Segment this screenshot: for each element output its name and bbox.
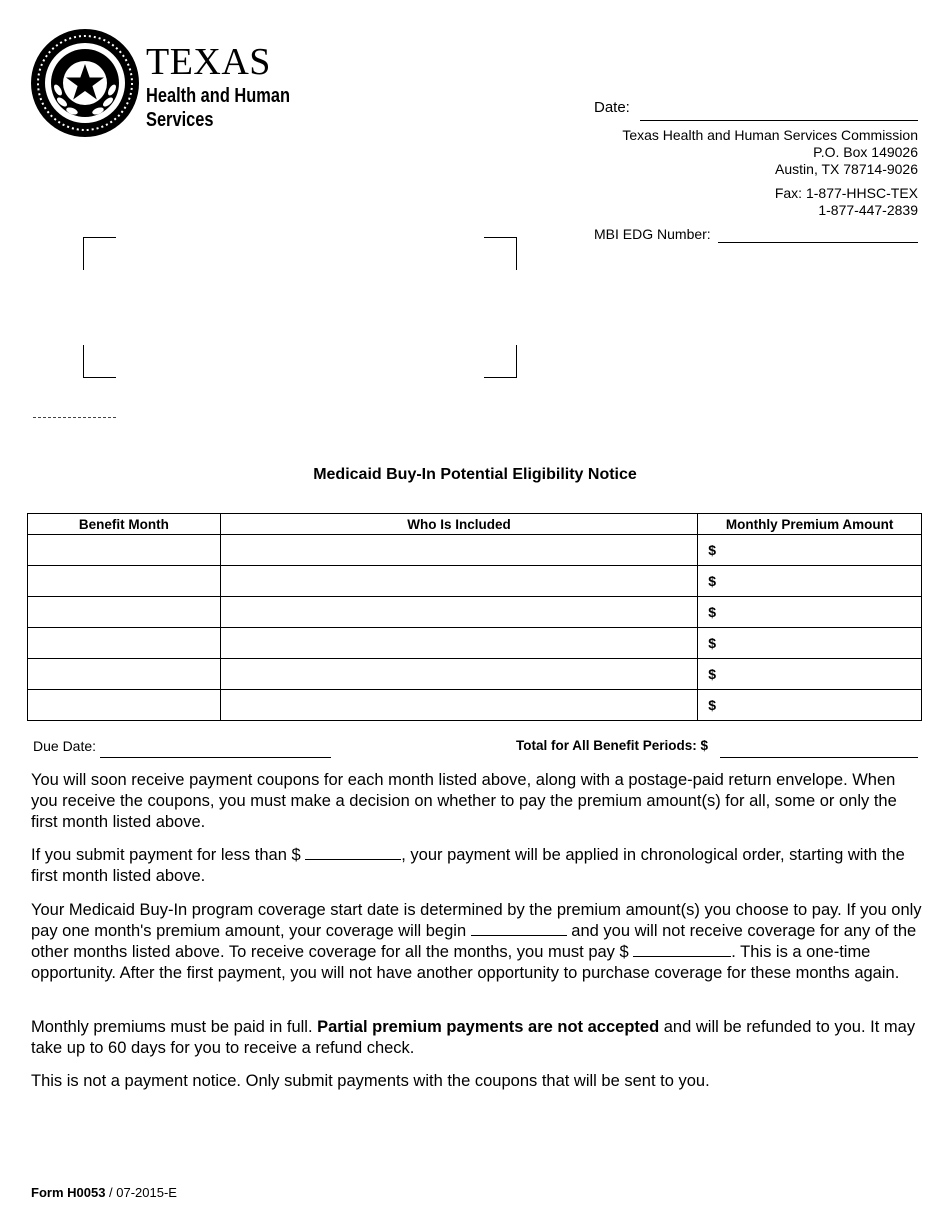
who-included-cell[interactable] [220,628,697,659]
column-header-benefit-month: Benefit Month [28,514,221,535]
paragraph-coupons: You will soon receive payment coupons for each month listed above, along with a postage-paid return envelope. When you receive the coupons, you must make a decision on whether to pay the premium amount(s) for all, some or only the first month listed above. [31,771,897,831]
text-span: and you will not receive coverage for any of the other months listed above. To receive coverage for all the months, you must pay $ [31,922,917,961]
table-row [28,628,922,659]
total-field[interactable] [720,757,918,758]
benefit-month-cell[interactable] [28,690,221,721]
premium-cell[interactable]: $ [698,628,922,659]
fold-mark [33,417,116,418]
total-label: Total for All Benefit Periods: $ [516,738,709,753]
text-span: Your Medicaid Buy-In program coverage start date is determined by the premium amount(s) you choose to pay. If you only pay one month's premium amount, your coverage will begin [31,901,922,940]
date-field[interactable] [640,120,918,121]
who-included-cell[interactable] [220,597,697,628]
due-date-field[interactable] [100,757,331,758]
agency-address [622,127,918,178]
paragraph-premiums-full [31,1017,923,1059]
table-row [28,597,922,628]
fax-line: Fax: 1-877-HHSC-TEX [774,185,918,201]
date-label: Date: [594,99,630,116]
benefit-month-cell[interactable] [28,535,221,566]
form-footer [31,1185,177,1200]
text-span: If you submit payment for less than $ [31,846,306,864]
agency-fax [775,185,918,219]
logo-texas-text: TEXAS [146,41,271,83]
who-included-cell[interactable] [220,659,697,690]
address-window-corner [83,345,116,378]
form-revision: / 07-2015-E [105,1185,177,1200]
who-included-cell[interactable] [220,690,697,721]
table-row [28,566,922,597]
bold-text: Partial premium payments are not accepted [317,1018,660,1036]
paragraph-partial-payment [31,845,923,887]
paragraph-coverage-start [31,900,923,984]
text-span: . This is a one-time opportunity. After the first payment, you will not have another opportunity to purchase coverage for these months again. [31,943,900,982]
amount-blank[interactable] [305,845,401,860]
fax-line: 1-877-447-2839 [818,202,918,218]
benefit-month-cell[interactable] [28,628,221,659]
premium-cell[interactable]: $ [698,566,922,597]
address-window-corner [484,237,517,270]
paragraph-not-payment-notice: This is not a payment notice. Only submit payments with the coupons that will be sent to you. [31,1072,710,1090]
table-header-row [28,514,922,535]
premium-cell[interactable]: $ [698,659,922,690]
address-line: Texas Health and Human Services Commission [622,127,918,143]
text-span: and will be refunded to you. It may take up to 60 days for you to receive a refund check. [31,1018,916,1057]
address-window-corner [484,345,517,378]
who-included-cell[interactable] [220,566,697,597]
full-amount-blank[interactable] [633,942,731,957]
logo-hhs-text [146,84,290,132]
notice-title: Medicaid Buy-In Potential Eligibility Notice [313,466,637,483]
who-included-cell[interactable] [220,535,697,566]
premium-cell[interactable]: $ [698,535,922,566]
logo-line3: Services [146,109,214,131]
premium-cell[interactable]: $ [698,690,922,721]
coverage-begin-blank[interactable] [471,921,567,936]
text-span: Monthly premiums must be paid in full. [31,1018,318,1036]
table-row [28,535,922,566]
texas-seal-logo [30,28,140,138]
table-row [28,659,922,690]
premium-cell[interactable]: $ [698,597,922,628]
due-date-label: Due Date: [33,738,97,754]
mbi-edg-field[interactable] [718,242,918,243]
column-header-who-included: Who Is Included [220,514,697,535]
benefit-month-cell[interactable] [28,566,221,597]
form-number: Form H0053 [31,1185,106,1200]
address-line: P.O. Box 149026 [813,144,918,160]
mbi-edg-label: MBI EDG Number: [594,226,711,242]
table-row [28,690,922,721]
text-span: , your payment will be applied in chronological order, starting with the first month listed above. [31,846,905,885]
logo-line2: Health and Human [146,85,290,107]
benefit-month-cell[interactable] [28,659,221,690]
benefit-table [27,513,922,721]
benefit-month-cell[interactable] [28,597,221,628]
address-window-corner [83,237,116,270]
column-header-premium: Monthly Premium Amount [698,514,922,535]
address-line: Austin, TX 78714-9026 [775,161,918,177]
